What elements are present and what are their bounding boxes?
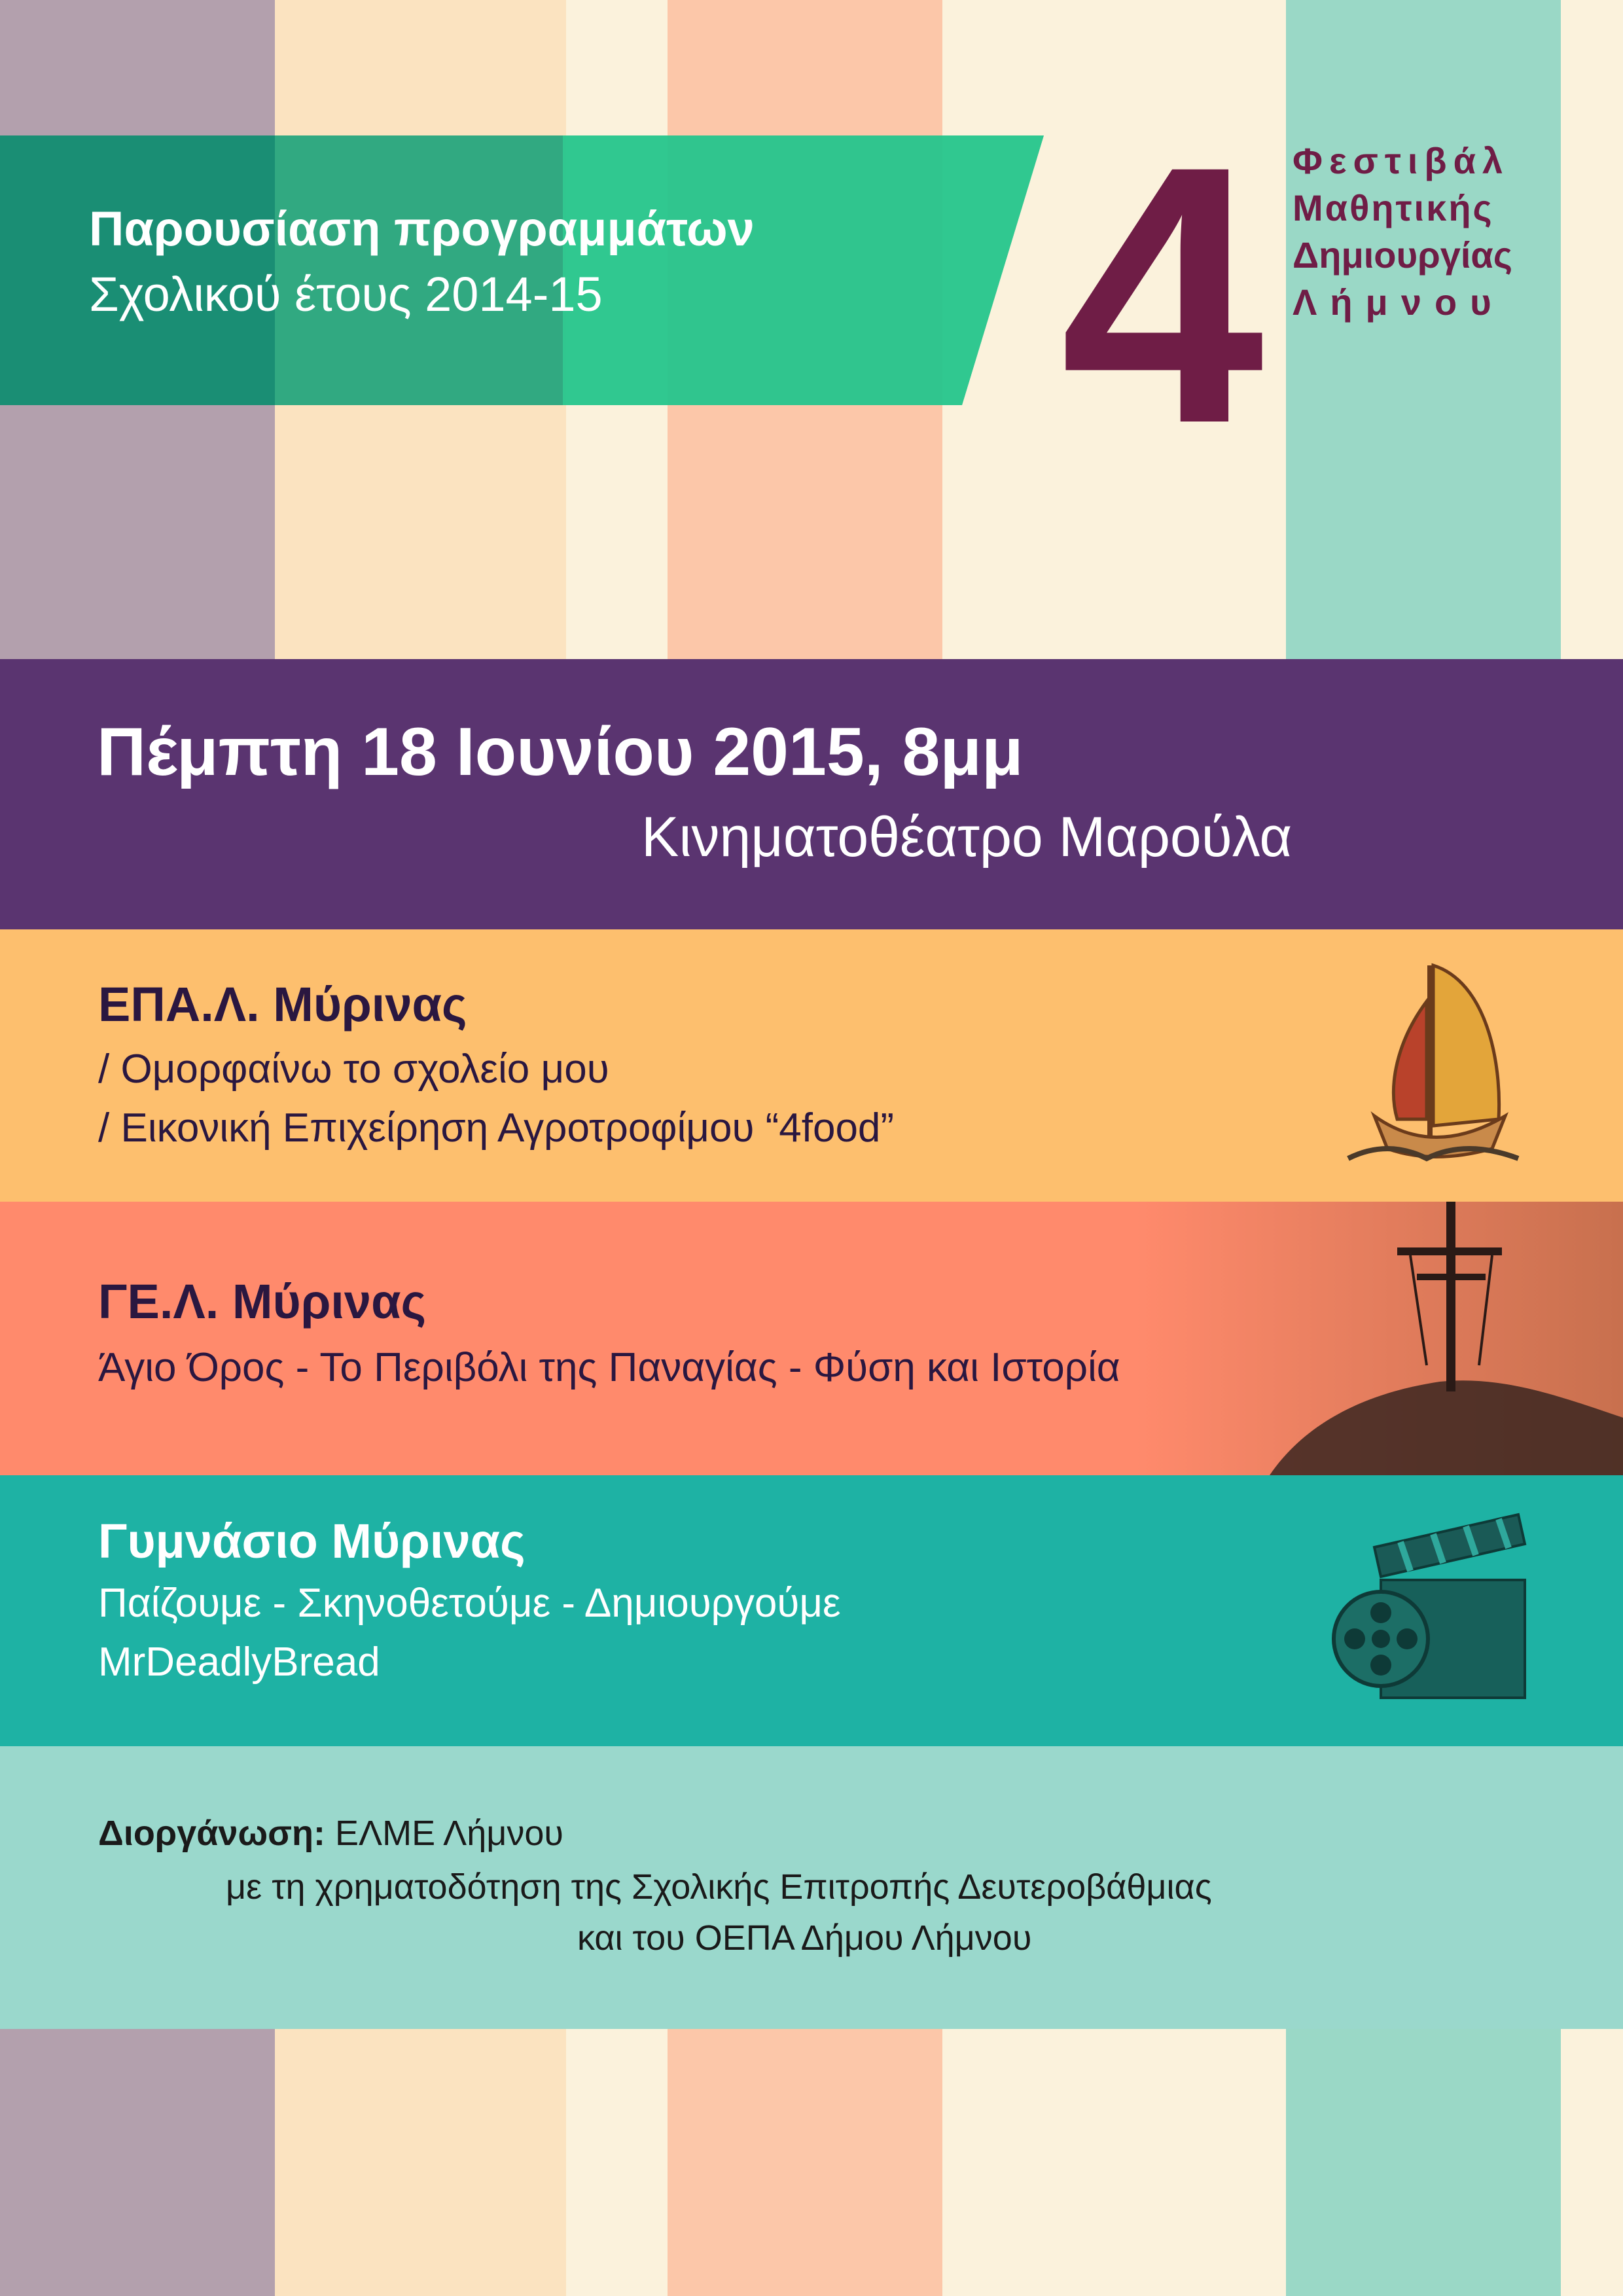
festival-number: 4 [1060, 90, 1264, 499]
header-subtitle: Σχολικού έτους 2014-15 [89, 267, 603, 321]
section-title: ΓΕ.Λ. Μύρινας [98, 1274, 427, 1329]
food-ship-icon [1335, 962, 1531, 1172]
festival-name-line: Φεστιβάλ [1293, 140, 1510, 181]
section-line: / Ομορφαίνω το σχολείο μου [98, 1047, 609, 1092]
cross-hill-icon [1270, 1202, 1623, 1475]
credits-funding-2: και του ΟΕΠΑ Δήμου Λήμνου [577, 1918, 1032, 1958]
program-section-epal [0, 929, 1623, 1202]
credits-organizer-name: ΕΛΜΕ Λήμνου [335, 1814, 563, 1853]
section-line: / Εικονική Επιχείρηση Αγροτροφίμου “4food” [98, 1105, 895, 1151]
header-text [89, 196, 755, 327]
event-date: Πέμπτη 18 Ιουνίου 2015, 8μμ [97, 714, 1024, 790]
program-section-gel [0, 1202, 1623, 1475]
credits-funding: με τη χρηματοδότηση της Σχολικής Επιτροπής Δευτεροβάθμιας [226, 1867, 1212, 1907]
program-section-gymnasio [0, 1475, 1623, 1746]
section-line: Άγιο Όρος - Το Περιβόλι της Παναγίας - Φύση και Ιστορία [98, 1345, 1120, 1390]
festival-name-line: Λήμνου [1293, 281, 1505, 323]
festival-name-line: Δημιουργίας [1293, 234, 1512, 276]
credits-organizer [98, 1813, 563, 1854]
event-venue: Κινηματοθέατρο Μαρούλα [641, 806, 1293, 869]
film-clapper-icon [1329, 1508, 1538, 1724]
section-line: MrDeadlyBread [98, 1640, 380, 1685]
credits-label: Διοργάνωση: [98, 1814, 325, 1853]
section-line: Παίζουμε - Σκηνοθετούμε - Δημιουργούμε [98, 1581, 841, 1626]
section-title: ΕΠΑ.Λ. Μύρινας [98, 977, 467, 1031]
festival-name [1293, 137, 1512, 326]
section-title: Γυμνάσιο Μύρινας [98, 1514, 526, 1568]
festival-name-line: Μαθητικής [1293, 187, 1494, 228]
event-band [0, 659, 1623, 929]
header-title: Παρουσίαση προγραμμάτων [89, 202, 755, 256]
